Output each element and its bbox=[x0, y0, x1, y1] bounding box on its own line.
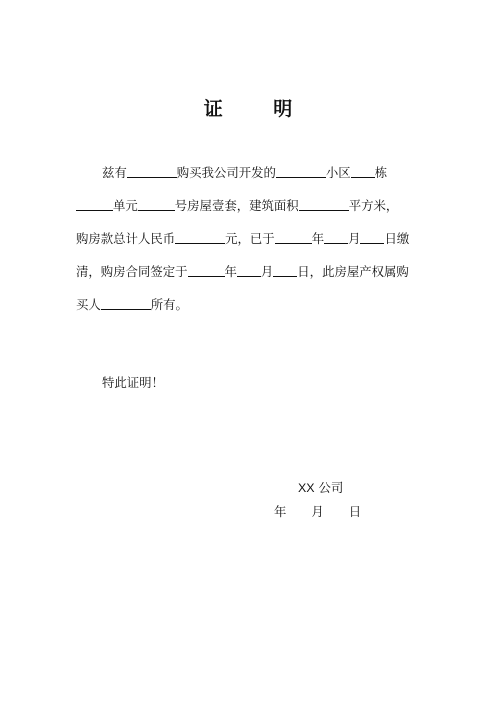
text-segment: 日缴 bbox=[384, 231, 410, 246]
area-blank bbox=[299, 197, 349, 211]
community-blank bbox=[276, 164, 326, 178]
date-month: 月 bbox=[311, 504, 324, 519]
body-line-1 bbox=[76, 156, 421, 189]
payment-day-blank bbox=[360, 230, 384, 244]
company-prefix: XX bbox=[298, 481, 315, 495]
text-segment: 日，此房屋产权属购 bbox=[297, 264, 409, 279]
text-segment: 元，已于 bbox=[225, 231, 275, 246]
date-year: 年 bbox=[274, 504, 287, 519]
contract-month-blank bbox=[237, 263, 261, 277]
body-line-5 bbox=[76, 288, 421, 321]
text-segment: 购房款总计人民币 bbox=[76, 231, 176, 246]
document-title: 证 明 bbox=[203, 98, 315, 120]
date-day: 日 bbox=[348, 504, 362, 519]
building-blank bbox=[351, 164, 375, 178]
text-segment: 年 bbox=[224, 264, 237, 279]
amount-blank bbox=[175, 230, 225, 244]
text-segment: 平方米， bbox=[348, 198, 399, 213]
company-name bbox=[298, 478, 343, 496]
signature-date bbox=[274, 502, 361, 520]
company-suffix: 公司 bbox=[318, 480, 344, 495]
body-line-2 bbox=[76, 189, 421, 222]
buyer-name-blank bbox=[127, 164, 177, 178]
text-segment: 号房屋壹套，建筑面积 bbox=[174, 198, 299, 213]
text-segment: 所有。 bbox=[150, 297, 188, 312]
contract-day-blank bbox=[273, 263, 297, 277]
text-segment: 买人 bbox=[76, 297, 101, 312]
payment-year-blank bbox=[275, 230, 312, 244]
closing-text: 特此证明！ bbox=[102, 375, 164, 390]
room-number-blank bbox=[138, 197, 175, 211]
contract-year-blank bbox=[188, 263, 225, 277]
text-segment: 清，购房合同签定于 bbox=[76, 264, 188, 279]
text-segment: 购买我公司开发的 bbox=[176, 165, 276, 180]
text-segment: 月 bbox=[348, 231, 361, 246]
payment-month-blank bbox=[324, 230, 348, 244]
text-segment: 月 bbox=[260, 264, 274, 279]
body-line-3 bbox=[76, 222, 421, 255]
text-segment: 栋 bbox=[374, 165, 388, 180]
body-line-4 bbox=[76, 255, 421, 288]
text-segment: 兹有 bbox=[102, 165, 127, 180]
text-segment: 小区 bbox=[325, 165, 351, 180]
closing-paragraph bbox=[76, 366, 421, 399]
owner-blank bbox=[101, 296, 151, 310]
text-segment: 年 bbox=[311, 231, 325, 246]
certificate-body bbox=[76, 156, 421, 321]
unit-blank bbox=[76, 197, 113, 211]
text-segment: 单元 bbox=[113, 198, 138, 213]
